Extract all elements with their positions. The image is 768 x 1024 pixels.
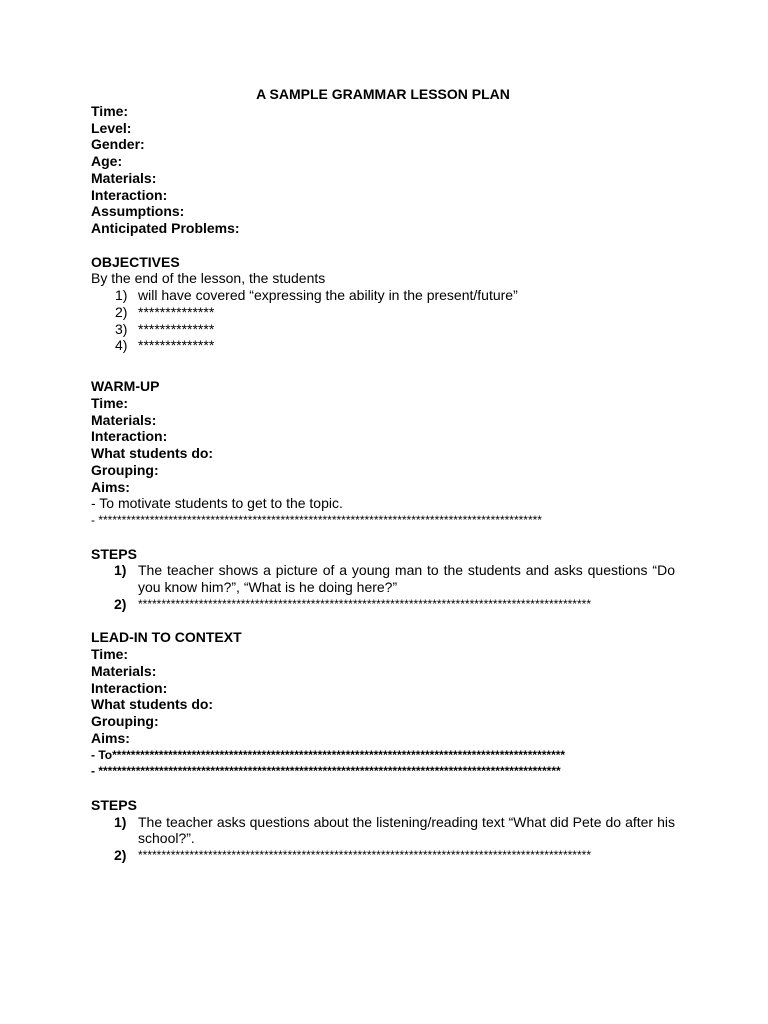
lead-in-interaction: Interaction: (91, 679, 168, 696)
header-fields (91, 103, 675, 237)
step-number: 1) (114, 813, 127, 830)
warm-up-materials: Materials: (91, 411, 157, 428)
objective-number: 2) (115, 303, 128, 320)
lead-in-aim-item: - To************************************************************************************************* (91, 747, 566, 762)
spacer (91, 529, 675, 546)
field-assumptions: Assumptions: (91, 203, 185, 220)
field-time: Time: (91, 102, 129, 119)
lead-in-grouping: Grouping: (91, 713, 159, 729)
objectives-heading: OBJECTIVES (91, 253, 180, 270)
step-number: 1) (114, 562, 127, 579)
step-item (91, 562, 675, 596)
objective-item (91, 287, 675, 304)
lead-in-aims: Aims: (91, 729, 130, 746)
field-interaction: Interaction: (91, 186, 168, 203)
step-item (91, 596, 675, 613)
warm-up-what-students-do: What students do: (91, 445, 214, 461)
lead-in-materials: Materials: (91, 662, 157, 679)
steps-list (91, 562, 675, 612)
objective-number: 4) (115, 337, 128, 354)
step-text: The teacher shows a picture of a young man to the students and asks questions “Do you know him?”, “What is he doing here?” (138, 562, 675, 595)
warm-up-time: Time: (91, 394, 129, 411)
spacer (91, 237, 675, 254)
field-anticipated-problems: Anticipated Problems: (91, 220, 240, 236)
field-materials: Materials: (91, 169, 157, 186)
step-text: ************************************************************************************************* (138, 848, 591, 862)
objectives-section (91, 254, 675, 355)
warm-up-interaction: Interaction: (91, 428, 168, 445)
step-item (91, 847, 675, 864)
step-number: 2) (114, 595, 127, 612)
steps-heading: STEPS (91, 545, 137, 562)
warm-up-aims: Aims: (91, 478, 130, 495)
steps-list (91, 814, 675, 864)
spacer (91, 354, 675, 378)
field-gender: Gender: (91, 136, 145, 153)
objective-number: 3) (115, 320, 128, 337)
step-text: ************************************************************************************************* (138, 596, 591, 611)
objective-text: will have covered “expressing the ability in the present/future” (138, 287, 518, 303)
objective-text: ************** (138, 303, 215, 320)
field-age: Age: (91, 153, 123, 169)
spacer (91, 613, 675, 630)
objective-text: ************** (138, 337, 215, 354)
document-title: A SAMPLE GRAMMAR LESSON PLAN (256, 86, 510, 102)
warm-up-section (91, 378, 675, 529)
warm-up-heading: WARM-UP (91, 378, 160, 394)
warm-up-aim-item: - To motivate students to get to the topic. (91, 495, 343, 512)
lead-in-section (91, 629, 675, 780)
warm-up-grouping: Grouping: (91, 461, 159, 478)
step-item (91, 814, 675, 848)
steps-section-2 (91, 797, 675, 864)
spacer (91, 780, 675, 797)
objectives-list (91, 287, 675, 354)
objectives-intro: By the end of the lesson, the students (91, 270, 326, 287)
lead-in-time: Time: (91, 646, 129, 662)
objective-item (91, 321, 675, 338)
objective-text: ************** (138, 320, 215, 337)
steps-heading: STEPS (91, 796, 137, 813)
lead-in-what-students-do: What students do: (91, 696, 214, 713)
step-number: 2) (114, 847, 127, 863)
objective-item (91, 304, 675, 321)
lead-in-aim-item: - *************************************************************************************************** (91, 764, 561, 779)
lead-in-heading: LEAD-IN TO CONTEXT (91, 629, 242, 646)
warm-up-aim-item: - *********************************************************************************************** (91, 513, 542, 527)
field-level: Level: (91, 119, 132, 136)
step-text: The teacher asks questions about the listening/reading text “What did Pete do after his school?”. (138, 813, 675, 847)
objective-number: 1) (115, 287, 128, 303)
steps-section-1 (91, 546, 675, 613)
objective-item (91, 337, 675, 354)
